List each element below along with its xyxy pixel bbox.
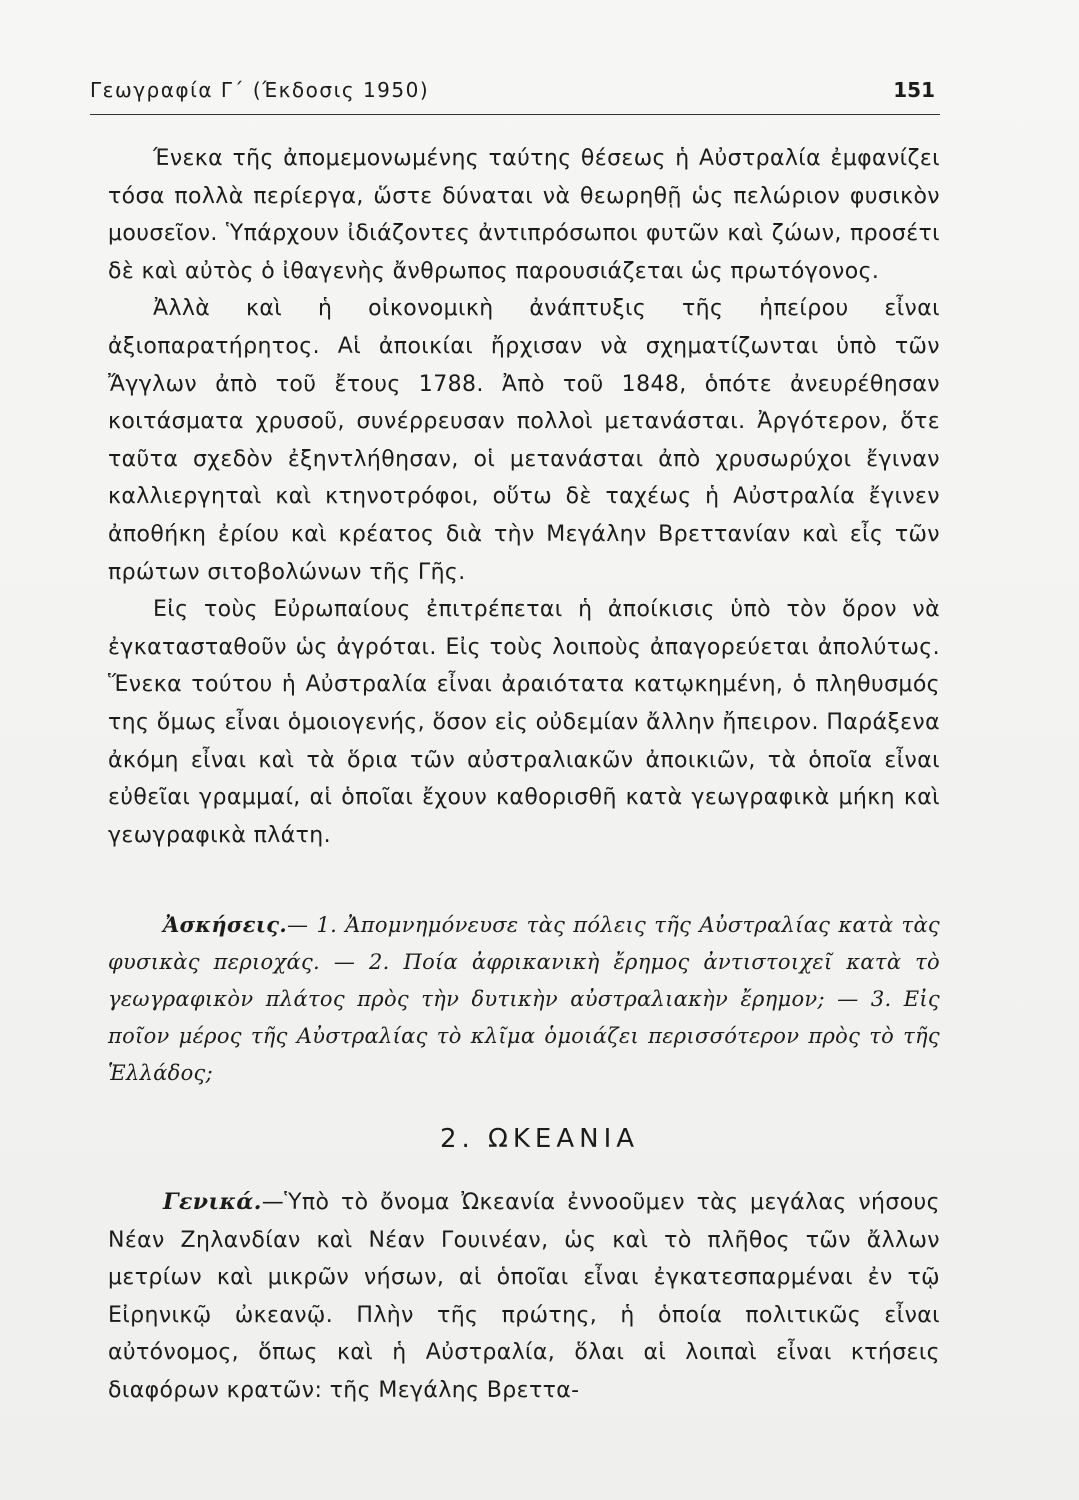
paragraph: Ἀλλὰ καὶ ἡ οἰκονομικὴ ἀνάπτυξις τῆς ἠπείρου εἶναι ἀξιοπαρατήρητος. Αἱ ἀποικίαι ἤρχισαν νὰ σχηματίζωνται ὑπὸ τῶν Ἄγγλων ἀπὸ τοῦ ἔτους 1788. Ἀπὸ τοῦ 1848, ὁπότε ἀνευρέθησαν κοιτάσματα χρυσοῦ, συνέρρευσαν πολλοὶ μετανάσται. Ἀργότερον, ὅτε ταῦτα σχεδὸν ἐξηντλήθησαν, οἱ μετανάσται ἀπὸ χρυσωρύχοι ἔγιναν καλλιεργηταὶ καὶ κτηνοτρόφοι, οὕτω δὲ ταχέως ἡ Αὐστραλία ἔγινεν ἀποθήκη ἐρίου καὶ κρέατος διὰ τὴν Μεγάλην Βρεττανίαν καὶ εἶς τῶν πρώτων σιτοβολώνων τῆς Γῆς. bbox=[108, 296, 940, 585]
body-text bbox=[108, 140, 940, 854]
paragraph: Εἰς τοὺς Εὐρωπαίους ἐπιτρέπεται ἡ ἀποίκισις ὑπὸ τὸν ὅρον νὰ ἐγκατασταθοῦν ὡς ἀγρόται. Εἰς τοὺς λοιποὺς ἀπαγορεύεται ἀπολύτως. Ἕνεκα τούτου ἡ Αὐστραλία εἶναι ἀραιότατα κατῳκημένη, ὁ πληθυσμός της ὅμως εἶναι ὁμοιογενής, ὅσον εἰς οὐδεμίαν ἄλλην ἤπειρον. Παράξενα ἀκόμη εἶναι καὶ τὰ ὅρια τῶν αὐστραλιακῶν ἀποικιῶν, τὰ ὁποῖα εἶναι εὐθεῖαι γραμμαί, αἱ ὁποῖαι ἔχουν καθορισθῆ κατὰ γεωγραφικὰ μήκη καὶ γεωγραφικὰ πλάτη. bbox=[108, 597, 940, 848]
running-title: Γεωγραφία Γ΄ (Έκδοσις 1950) bbox=[90, 78, 430, 102]
exercises-label: Ἀσκήσεις. bbox=[163, 912, 287, 937]
header-rule bbox=[90, 114, 940, 115]
section-text: —Ὑπὸ τὸ ὄνομα Ὠκεανία ἐννοοῦμεν τὰς μεγάλας νήσους Νέαν Ζηλανδίαν καὶ Νέαν Γουινέαν, ὡς καὶ τὸ πλῆθος τῶν ἄλλων μετρίων καὶ μικρῶν νήσων, αἱ ὁποῖαι εἶναι ἐγκατεσπαρμέναι ἐν τῷ Εἰρηνικῷ ὠκεανῷ. Πλὴν τῆς πρώτης, ἡ ὁποία πολιτικῶς εἶναι αὐτόνομος, ὅπως καὶ ἡ Αὐστραλία, ὅλαι αἱ λοιπαὶ εἶναι κτήσεις διαφόρων κρατῶν: τῆς Μεγάλης Βρεττα- bbox=[108, 1190, 940, 1403]
exercises-text: — 1. Ἀπομνημόνευσε τὰς πόλεις τῆς Αὐστραλίας κατὰ τὰς φυσικὰς περιοχάς. — 2. Ποία ἀφρικανικὴ ἔρημος ἀντιστοιχεῖ κατὰ τὸ γεωγραφικὸν πλάτος πρὸς τὴν δυτικὴν αὐστραλιακὴν ἔρημον; — 3. Εἰς ποῖον μέρος τῆς Αὐστραλίας τὸ κλῖμα ὁμοιάζει περισσότερον πρὸς τὸ τῆς Ἑλλάδος; bbox=[108, 913, 940, 1085]
paragraph: Ένεκα τῆς ἀπομεμονωμένης ταύτης θέσεως ἡ Αὐστραλία ἐμφανίζει τόσα πολλὰ περίεργα, ὥστε δύναται νὰ θεωρηθῇ ὡς πελώριον φυσικὸν μουσεῖον. Ὑπάρχουν ἰδιάζοντες ἀντιπρόσωποι φυτῶν καὶ ζώων, προσέτι δὲ καὶ αὐτὸς ὁ ἰθαγενὴς ἄνθρωπος παρουσιάζεται ὡς πρωτόγονος. bbox=[108, 146, 940, 284]
section-title: 2. ΩΚΕΑΝΙΑ bbox=[439, 1124, 640, 1154]
oceania-paragraph bbox=[108, 1184, 940, 1410]
page-number: 151 bbox=[893, 78, 935, 102]
section-lead: Γενικά. bbox=[163, 1189, 262, 1215]
page-header bbox=[90, 78, 935, 108]
exercises-block bbox=[108, 906, 940, 1092]
